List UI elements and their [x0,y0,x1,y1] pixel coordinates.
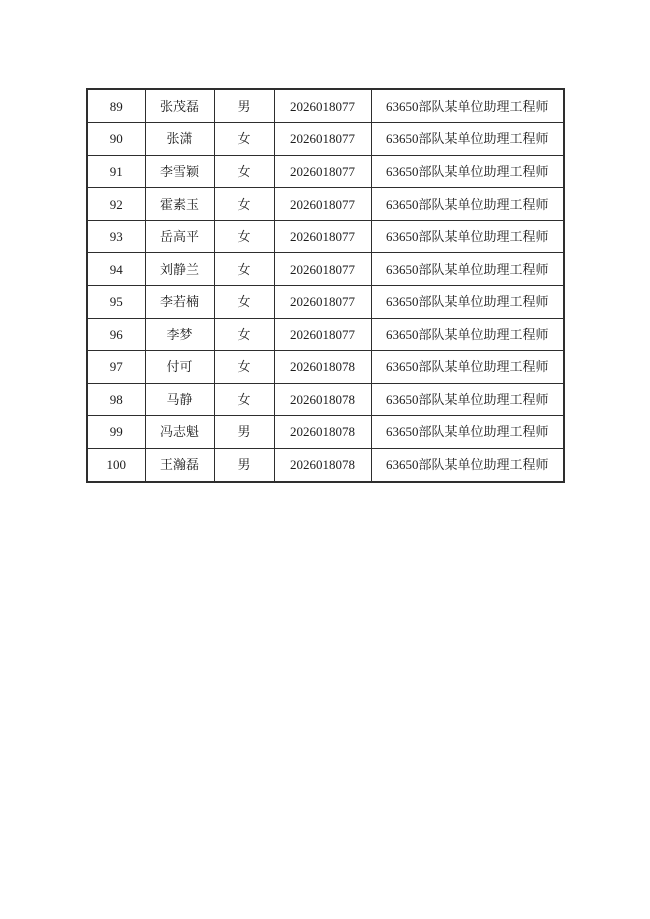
table-row [87,220,564,253]
cell-name: 冯志魁 [145,416,214,449]
table-row [87,416,564,449]
cell-name: 李雪颖 [145,155,214,188]
cell-position: 63650部队某单位助理工程师 [371,351,564,384]
cell-name: 李若楠 [145,285,214,318]
cell-index: 90 [87,123,145,156]
table-row [87,188,564,221]
cell-index: 91 [87,155,145,188]
cell-name: 张潇 [145,123,214,156]
table-row [87,383,564,416]
cell-position: 63650部队某单位助理工程师 [371,416,564,449]
cell-gender: 女 [214,253,274,286]
cell-gender: 女 [214,155,274,188]
cell-code: 2026018077 [274,155,371,188]
cell-gender: 男 [214,416,274,449]
cell-index: 97 [87,351,145,384]
table-row [87,89,564,123]
cell-code: 2026018078 [274,383,371,416]
cell-position: 63650部队某单位助理工程师 [371,318,564,351]
cell-name: 李梦 [145,318,214,351]
cell-name: 霍素玉 [145,188,214,221]
table-row [87,253,564,286]
cell-code: 2026018078 [274,351,371,384]
cell-code: 2026018077 [274,89,371,123]
cell-name: 马静 [145,383,214,416]
table-row [87,123,564,156]
cell-position: 63650部队某单位助理工程师 [371,188,564,221]
cell-gender: 男 [214,448,274,482]
cell-gender: 女 [214,123,274,156]
table-row [87,155,564,188]
cell-name: 刘静兰 [145,253,214,286]
cell-index: 89 [87,89,145,123]
cell-position: 63650部队某单位助理工程师 [371,253,564,286]
cell-position: 63650部队某单位助理工程师 [371,89,564,123]
cell-gender: 男 [214,89,274,123]
cell-gender: 女 [214,220,274,253]
cell-position: 63650部队某单位助理工程师 [371,155,564,188]
cell-name: 岳高平 [145,220,214,253]
cell-code: 2026018077 [274,188,371,221]
cell-code: 2026018078 [274,448,371,482]
cell-index: 94 [87,253,145,286]
roster-body [87,89,564,482]
table-row [87,448,564,482]
cell-gender: 女 [214,318,274,351]
cell-name: 王瀚磊 [145,448,214,482]
cell-index: 92 [87,188,145,221]
roster-table [86,88,565,483]
table-row [87,318,564,351]
table-row [87,285,564,318]
cell-position: 63650部队某单位助理工程师 [371,448,564,482]
cell-code: 2026018078 [274,416,371,449]
cell-position: 63650部队某单位助理工程师 [371,220,564,253]
cell-position: 63650部队某单位助理工程师 [371,123,564,156]
cell-code: 2026018077 [274,220,371,253]
cell-position: 63650部队某单位助理工程师 [371,383,564,416]
cell-gender: 女 [214,188,274,221]
cell-gender: 女 [214,285,274,318]
cell-code: 2026018077 [274,285,371,318]
cell-gender: 女 [214,351,274,384]
cell-index: 100 [87,448,145,482]
cell-gender: 女 [214,383,274,416]
cell-code: 2026018077 [274,318,371,351]
cell-index: 99 [87,416,145,449]
cell-code: 2026018077 [274,123,371,156]
cell-index: 98 [87,383,145,416]
table-row [87,351,564,384]
cell-position: 63650部队某单位助理工程师 [371,285,564,318]
cell-name: 张茂磊 [145,89,214,123]
cell-index: 95 [87,285,145,318]
cell-name: 付可 [145,351,214,384]
cell-code: 2026018077 [274,253,371,286]
cell-index: 93 [87,220,145,253]
cell-index: 96 [87,318,145,351]
